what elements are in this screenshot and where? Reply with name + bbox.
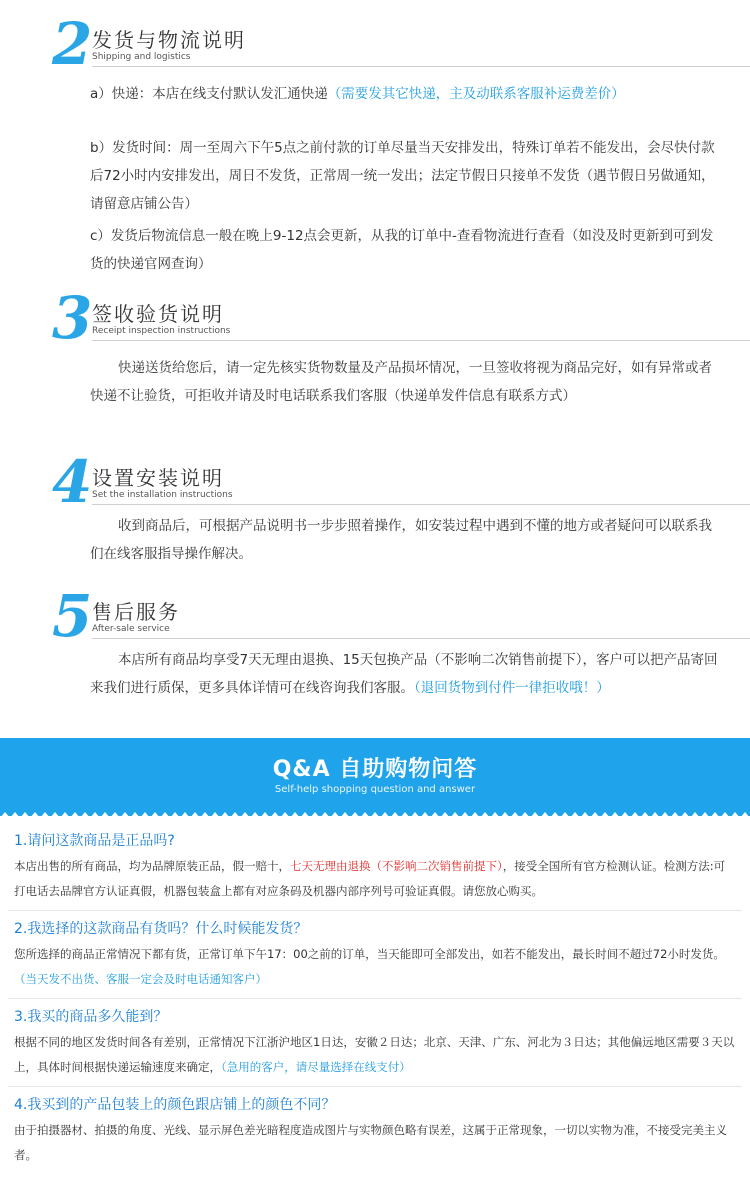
shipping-c: c）发货后物流信息一般在晚上9-12点会更新，从我的订单中-查看物流进行查看（如没及时更新到可到发货的快递官网查询）	[90, 228, 714, 272]
qa-question-4: 4.我买到的产品包装上的颜色跟店铺上的颜色不同？	[14, 1097, 336, 1113]
qa-question-3: 3.我买的商品多久能到？	[14, 1009, 168, 1025]
divider	[8, 910, 742, 911]
shipping-a	[90, 80, 722, 108]
qa-answer-highlight: （急用的客户，请尽量选择在线支付）	[221, 1060, 411, 1074]
section-title: 设置安装说明	[92, 466, 224, 490]
section-number: 2	[52, 10, 93, 78]
divider	[92, 66, 750, 67]
qa-answer-highlight: 七天无理由退换（不影响二次销售前提下）	[290, 859, 503, 873]
qa-answer-3	[14, 1030, 736, 1080]
qa-question-2: 2.我选择的这款商品有货吗？什么时候能发货？	[14, 921, 308, 937]
divider	[92, 340, 750, 341]
section-subtitle: Set the installation instructions	[92, 490, 233, 500]
receipt-text: 快递送货给您后，请一定先核实货物数量及产品损坏情况，一旦签收将视为商品完好，如有异常或者快递不让验货，可拒收并请及时电话联系我们客服（快递单发件信息有联系方式）	[90, 360, 712, 404]
section-subtitle: Receipt inspection instructions	[92, 326, 231, 336]
section-title: 发货与物流说明	[92, 28, 246, 52]
qa-answer-2	[14, 942, 736, 992]
section-title: 售后服务	[92, 600, 180, 624]
install-text: 收到商品后，可根据产品说明书一步步照着操作，如安装过程中遇到不懂的地方或者疑问可以联系我们在线客服指导操作解决。	[90, 518, 712, 562]
divider	[8, 998, 742, 999]
qa-list	[0, 816, 750, 1185]
section-subtitle: After-sale service	[92, 624, 170, 634]
section-number: 4	[52, 448, 93, 516]
qa-question-1: 1.请问这款商品是正品吗?	[14, 833, 175, 849]
qa-answer-1	[14, 854, 736, 904]
divider	[92, 504, 750, 505]
shipping-a-text: a）快递：本店在线支付默认发汇通快递	[90, 86, 328, 102]
section-title: 签收验货说明	[92, 302, 224, 326]
aftersale-note: （退回货物到付件一律拒收哦！）	[414, 680, 610, 696]
qa-banner	[0, 738, 750, 816]
qa-answer-text: ，接受全国所有官方检测认证。检测方法:可打电话去品牌官方认证真假，机器包装盒上都有对应条码及机器内部序列号可验证真假。请您放心购买。	[14, 859, 726, 898]
section-number: 3	[52, 284, 93, 352]
shipping-a-note: （需要发其它快递，主及动联系客服补运费差价）	[327, 86, 625, 102]
section-subtitle: Shipping and logistics	[92, 52, 191, 62]
qa-answer-text: 根据不同的地区发货时间各有差别，正常情况下江浙沪地区1日达，安徽２日达；北京、天津、广东、河北为３日达；其他偏远地区需要３天以上，具体时间根据快递运输速度来确定，	[14, 1035, 735, 1074]
qa-subtitle: Self-help shopping question and answer	[274, 784, 476, 795]
divider	[92, 638, 750, 639]
qa-answer-text: 本店出售的所有商品，均为品牌原装正品，假一赔十，	[14, 859, 290, 873]
aftersale-body: 本店所有商品均享受7天无理由退换、15天包换产品（不影响二次销售前提下），客户可以把产品寄回来我们进行质保，更多具体详情可在线咨询我们客服。	[90, 652, 718, 696]
divider	[8, 1086, 742, 1087]
section-number: 5	[52, 582, 93, 650]
qa-answer-highlight: （当天发不出货、客服一定会及时电话通知客户）	[14, 972, 267, 986]
qa-answer-text: 您所选择的商品正常情况下都有货，正常订单下午17：00之前的订单，当天能即可全部发出，如若不能发出，最长时间不超过72小时发货。	[14, 947, 725, 961]
qa-answer-4: 由于拍摄器材、拍摄的角度、光线、显示屏色差光暗程度造成图片与实物颜色略有误差，这属于正常现象，一切以实物为准，不接受完美主义者。	[14, 1123, 727, 1162]
shipping-b: b）发货时间：周一至周六下午5点之前付款的订单尽量当天安排发出，特殊订单若不能发出，会尽快付款后72小时内安排发出，周日不发货，正常周一统一发出；法定节假日只接单不发货（遇节假日另做通知，请留意店铺公告）	[90, 140, 715, 212]
qa-title: Q&A 自助购物问答	[272, 757, 478, 782]
aftersale-text	[90, 646, 722, 702]
